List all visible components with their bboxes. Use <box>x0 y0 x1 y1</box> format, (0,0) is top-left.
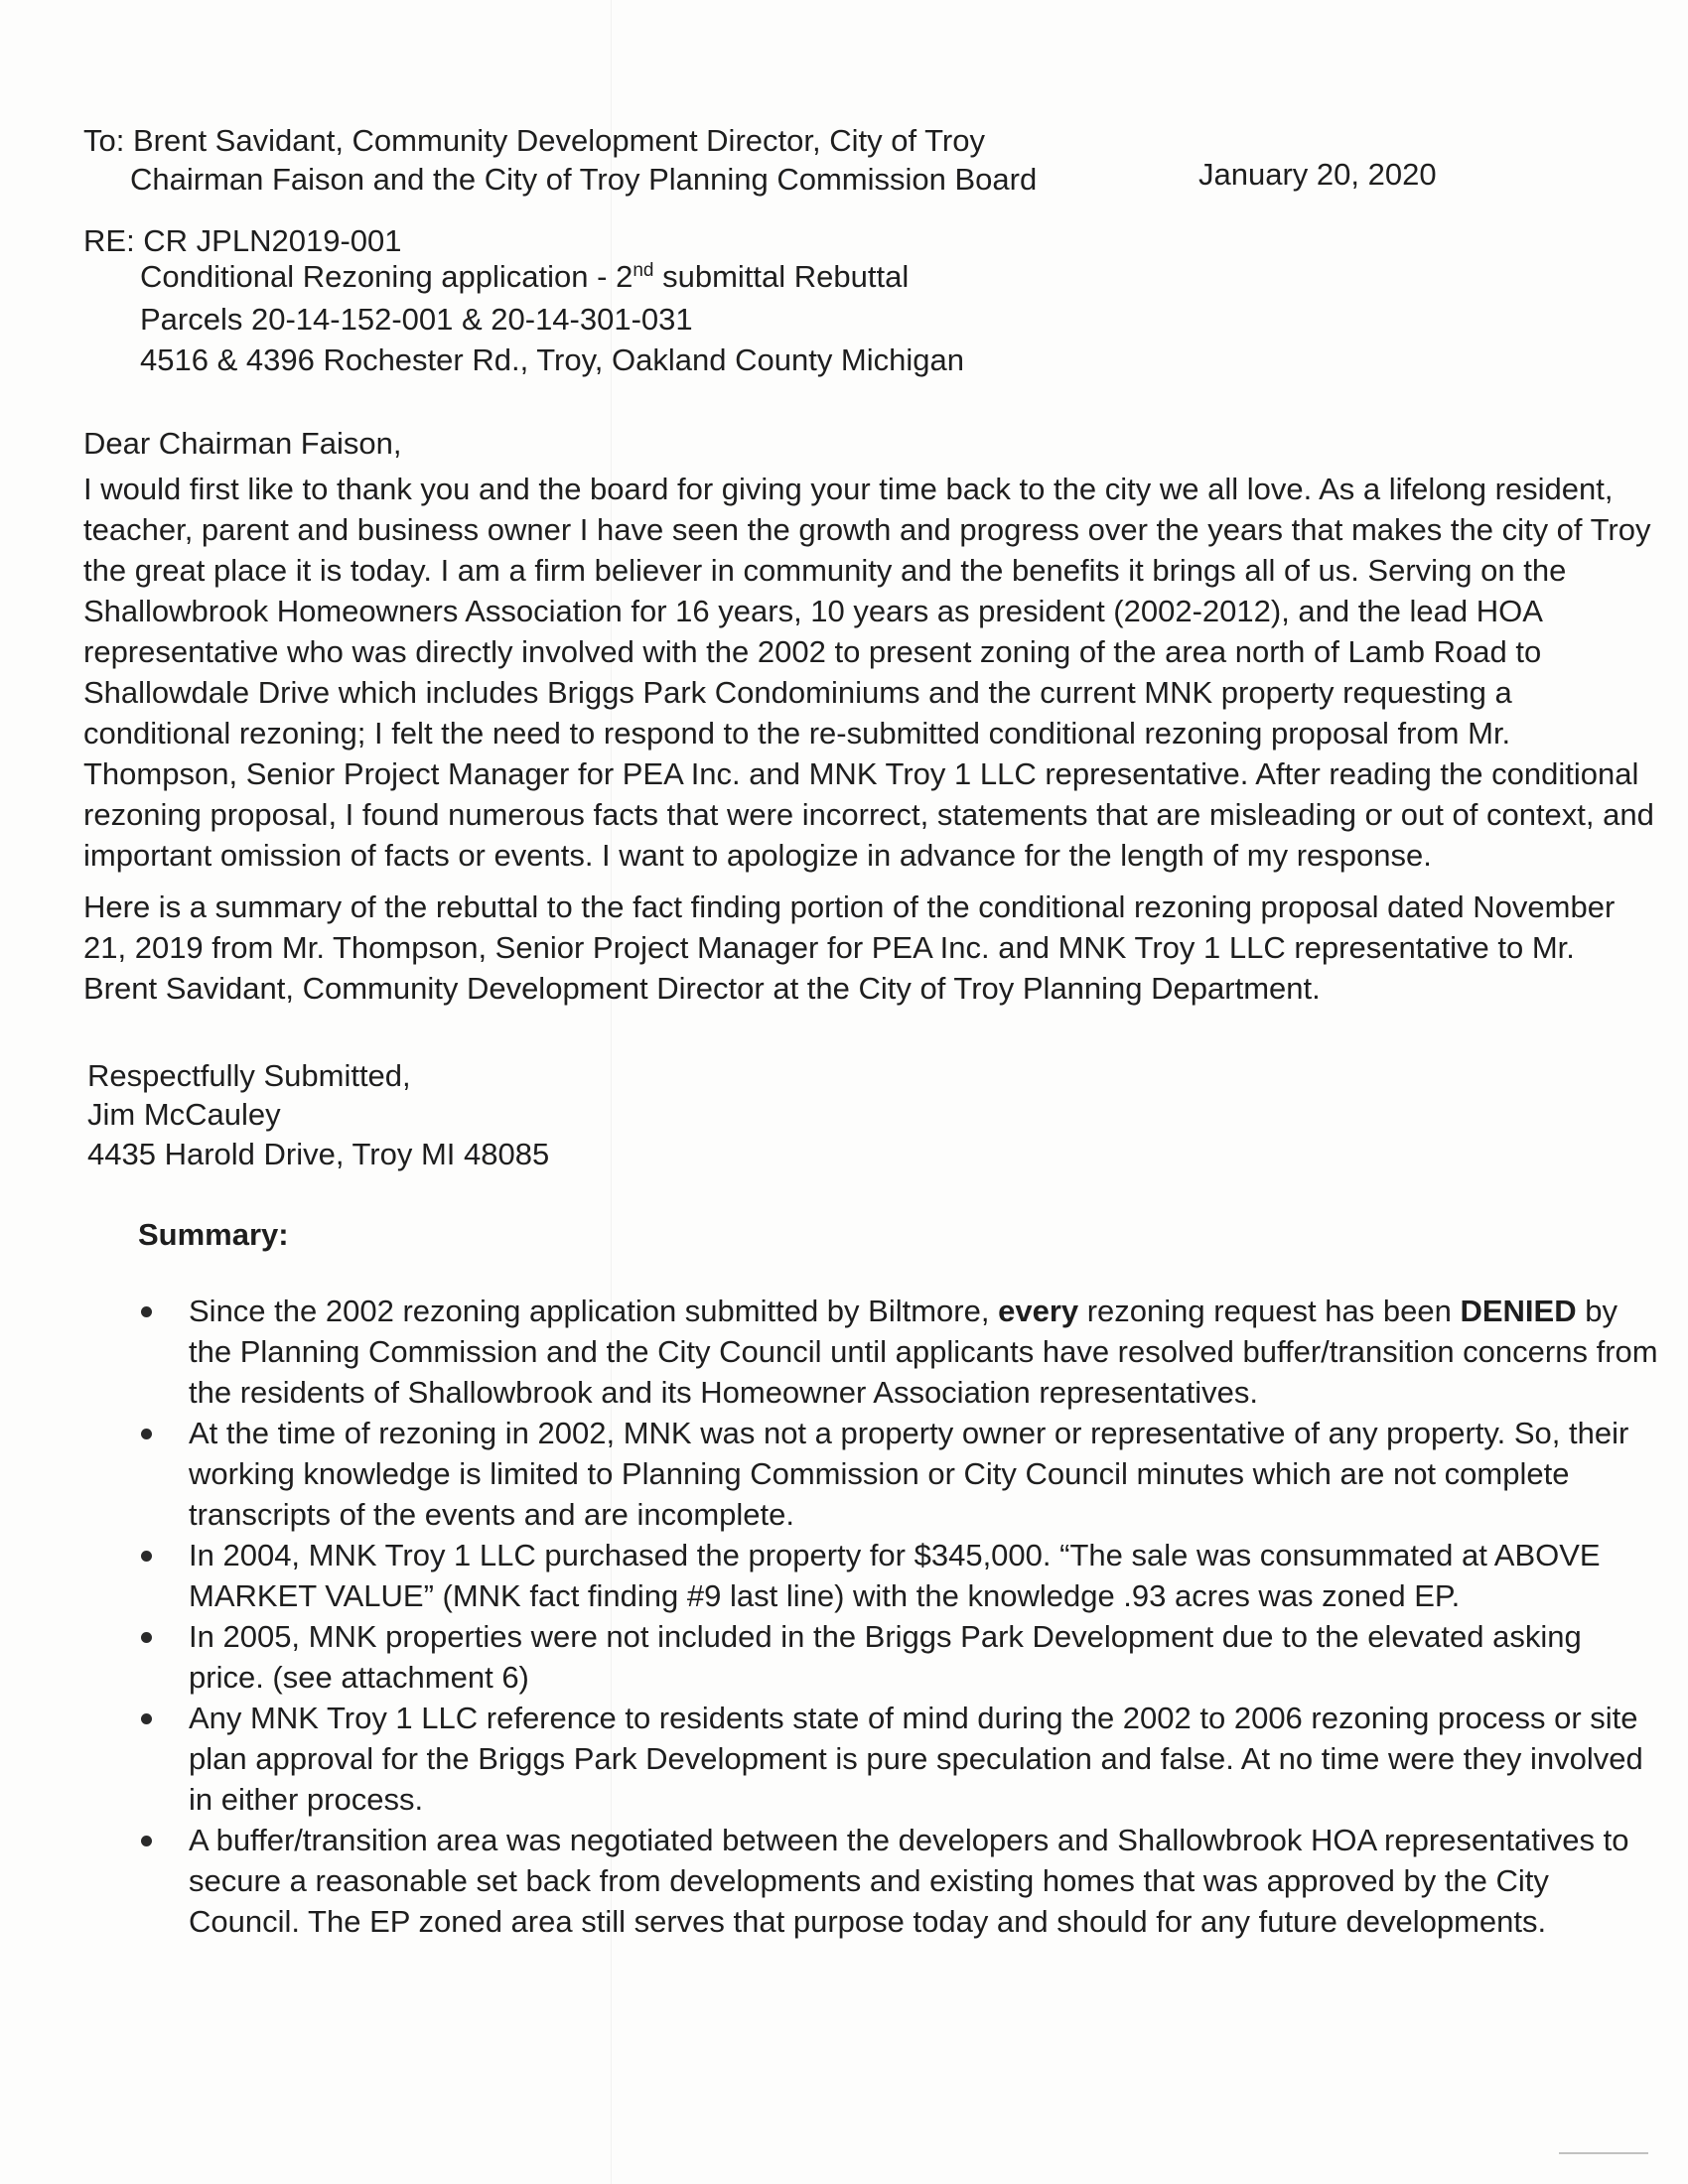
list-item <box>129 1535 1648 1616</box>
emphasis-every: every <box>998 1294 1079 1328</box>
paragraph-line: Shallowbrook Homeowners Association for 16 years, 10 years as president (2002-2012), and the lead HOA <box>83 594 1543 628</box>
bullet-line: At the time of rezoning in 2002, MNK was not a property owner or representative of any property. So, their <box>189 1416 1629 1450</box>
paragraph-line: Shallowdale Drive which includes Briggs Park Condominiums and the current MNK property requesting a <box>83 675 1512 710</box>
bullet-line: price. (see attachment 6) <box>189 1660 529 1695</box>
summary-heading: Summary: <box>138 1217 289 1252</box>
paragraph-line: I would first like to thank you and the board for giving your time back to the city we all love. As a lifelong resident, <box>83 472 1614 506</box>
paragraph-line: Thompson, Senior Project Manager for PEA Inc. and MNK Troy 1 LLC representative. After reading the conditional <box>83 756 1639 791</box>
bullet-line <box>189 1291 1648 1331</box>
bullet-line: in either process. <box>189 1782 424 1817</box>
subject-line-application-post: submittal Rebuttal <box>653 259 910 294</box>
bullet-line: MARKET VALUE” (MNK fact finding #9 last line) with the knowledge .93 acres was zoned EP. <box>189 1578 1461 1613</box>
list-item <box>129 1698 1648 1820</box>
subject-reference: RE: CR JPLN2019-001 <box>83 223 402 258</box>
subject-line-parcels: Parcels 20-14-152-001 & 20-14-301-031 <box>140 302 693 337</box>
signer-name: Jim McCauley <box>87 1097 281 1132</box>
signer-address: 4435 Harold Drive, Troy MI 48085 <box>87 1137 550 1171</box>
bullet-line: A buffer/transition area was negotiated between the developers and Shallowbrook HOA representatives to <box>189 1823 1629 1857</box>
list-item <box>129 1820 1648 1942</box>
ordinal-suffix: nd <box>633 260 654 281</box>
body-paragraph-1 <box>83 469 1654 876</box>
list-item <box>129 1291 1658 1413</box>
paragraph-line: teacher, parent and business owner I have seen the growth and progress over the years that makes the city of Troy <box>83 512 1651 547</box>
subject-line-application-pre: Conditional Rezoning application - 2 <box>140 259 633 294</box>
paragraph-line: important omission of facts or events. I want to apologize in advance for the length of my response. <box>83 838 1432 873</box>
bullet-text: Since the 2002 rezoning application submitted by Biltmore, <box>189 1294 999 1328</box>
paragraph-line: rezoning proposal, I found numerous facts that were incorrect, statements that are misleading or out of context, and <box>83 797 1654 832</box>
body-paragraph-2 <box>83 887 1632 1009</box>
subject-line-address: 4516 & 4396 Rochester Rd., Troy, Oakland County Michigan <box>140 342 964 377</box>
bullet-line: working knowledge is limited to Planning Commission or City Council minutes which are not complete <box>189 1456 1570 1491</box>
bullet-line: the residents of Shallowbrook and its Homeowner Association representatives. <box>189 1375 1258 1410</box>
emphasis-denied: DENIED <box>1460 1294 1577 1328</box>
paragraph-line: 21, 2019 from Mr. Thompson, Senior Project Manager for PEA Inc. and MNK Troy 1 LLC representative to Mr. <box>83 930 1575 965</box>
scan-artifact <box>1559 2152 1648 2154</box>
bullet-line: Any MNK Troy 1 LLC reference to residents state of mind during the 2002 to 2006 rezoning process or site <box>189 1701 1638 1735</box>
subject-line-application <box>140 256 909 297</box>
bullet-icon <box>141 1551 152 1562</box>
bullet-line: the Planning Commission and the City Council until applicants have resolved buffer/transition concerns from <box>189 1334 1658 1369</box>
bullet-text: by <box>1576 1294 1618 1328</box>
bullet-line: plan approval for the Briggs Park Development is pure speculation and false. At no time were they involved <box>189 1741 1643 1776</box>
salutation: Dear Chairman Faison, <box>83 426 402 461</box>
paragraph-line: representative who was directly involved with the 2002 to present zoning of the area north of Lamb Road to <box>83 634 1542 669</box>
bullet-line: Council. The EP zoned area still serves that purpose today and should for any future developments. <box>189 1904 1547 1939</box>
bullet-icon <box>141 1632 152 1643</box>
letter-date: January 20, 2020 <box>1198 157 1437 192</box>
bullet-icon <box>141 1713 152 1724</box>
list-item <box>129 1413 1648 1535</box>
bullet-line: transcripts of the events and are incomplete. <box>189 1497 794 1532</box>
bullet-icon <box>141 1836 152 1846</box>
bullet-line: secure a reasonable set back from developments and existing homes that was approved by the City <box>189 1863 1549 1898</box>
closing: Respectfully Submitted, <box>87 1058 411 1093</box>
recipient-line-2: Chairman Faison and the City of Troy Planning Commission Board <box>130 162 1038 197</box>
paragraph-line: the great place it is today. I am a firm believer in community and the benefits it brings all of us. Serving on the <box>83 553 1567 588</box>
bullet-icon <box>141 1306 152 1317</box>
bullet-line: In 2005, MNK properties were not included in the Briggs Park Development due to the elevated asking <box>189 1619 1582 1654</box>
summary-list <box>129 1291 1658 1942</box>
list-item <box>129 1616 1648 1698</box>
bullet-icon <box>141 1429 152 1439</box>
recipient-line-1: To: Brent Savidant, Community Development Director, City of Troy <box>83 123 985 158</box>
paragraph-line: Here is a summary of the rebuttal to the fact finding portion of the conditional rezoning proposal dated November <box>83 889 1616 924</box>
bullet-text: rezoning request has been <box>1078 1294 1461 1328</box>
bullet-line: In 2004, MNK Troy 1 LLC purchased the property for $345,000. “The sale was consummated at ABOVE <box>189 1538 1601 1572</box>
paragraph-line: conditional rezoning; I felt the need to respond to the re-submitted conditional rezoning proposal from Mr. <box>83 716 1511 751</box>
paragraph-line: Brent Savidant, Community Development Director at the City of Troy Planning Department. <box>83 971 1321 1006</box>
